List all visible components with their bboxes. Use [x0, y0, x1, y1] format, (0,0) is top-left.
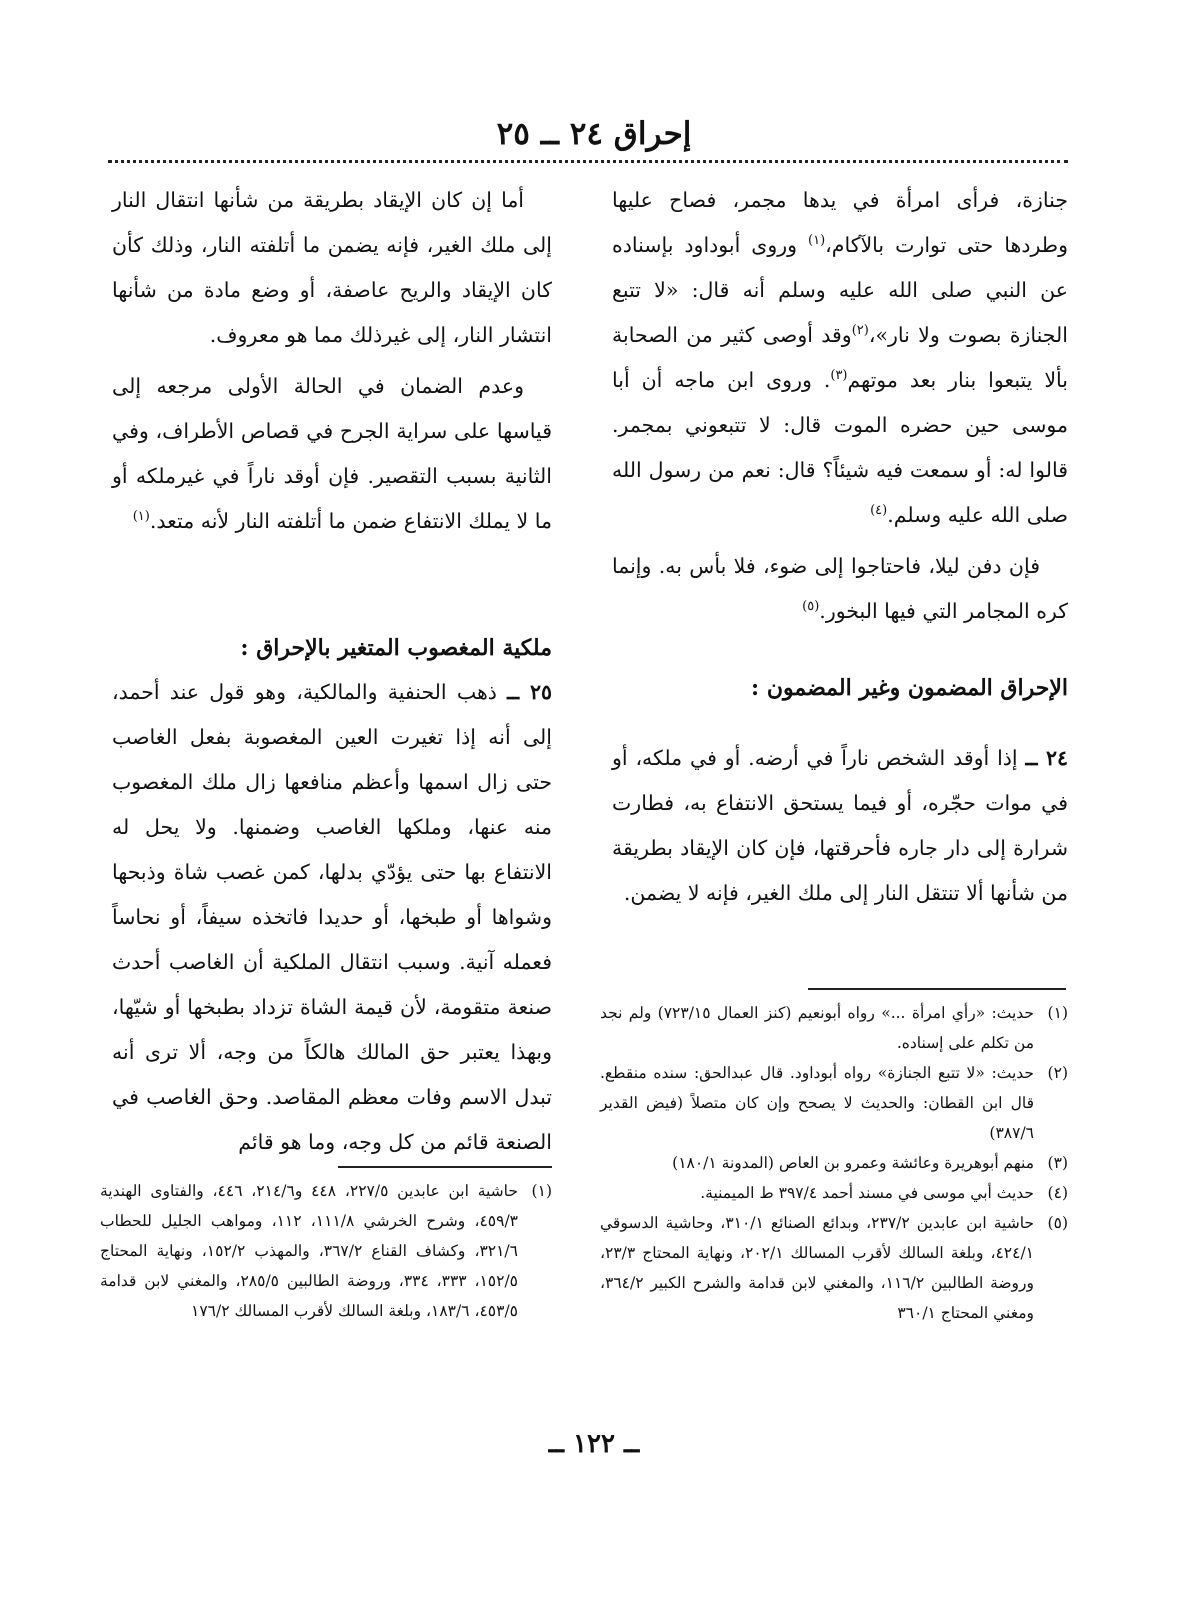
footnote [600, 1058, 1068, 1148]
footnote-text: منهم أبوهريرة وعائشة وعمرو بن العاص (المدونة ١٨٠/١) [672, 1154, 1034, 1172]
section-heading: ملكية المغصوب المتغير بالإحراق : [240, 635, 552, 661]
page-number: ــ ١٢٢ ــ [548, 1429, 640, 1459]
footnote [600, 998, 1068, 1058]
paragraph-text: وعدم الضمان في الحالة الأولى مرجعه إلى قياسها على سراية الجرح في قصاص الأطراف، وفي الثانية بسبب التقصير. فإن أوقد ناراً في غيرملكه أو ما لا يملك الانتفاع ضمن ما أتلفته النار لأنه متعد. [112, 374, 552, 533]
left-column [112, 178, 552, 544]
footnote-mark: (١) [1047, 1004, 1068, 1022]
paragraph-text: وقد أوصى كثير من الصحابة بألا يتبعوا بنار بعد موتهم [612, 323, 1068, 392]
section-heading: الإحراق المضمون وغير المضمون : [751, 675, 1068, 701]
footnote [100, 1176, 552, 1326]
footnote-ref[interactable]: (١) [808, 233, 826, 249]
footnote-text: حاشية ابن عابدين ٢٣٧/٢، وبدائع الصنائع ٣١٠/١، وحاشية الدسوقي ٤٢٤/١، وبلغة السالك لأقرب المسالك ٢٠٢/١، ونهاية المحتاج ٢٣/٣، وروضة الطالبين ١١٦/٢، والمغني لابن قدامة والشرح الكبير ٣٦٤/٢، ومغني المحتاج ٣٦٠/١ [600, 1214, 1035, 1322]
footnote-ref[interactable]: (٣) [830, 368, 848, 384]
paragraph-text: أما إن كان الإيقاد بطريقة من شأنها انتقال النار إلى ملك الغير، فإنه يضمن ما أتلفته النار، وذلك كأن كان الإيقاد والريح عاصفة، أو وضع مادة من شأنها انتشار النار، إلى غيرذلك مما هو معروف. [112, 188, 552, 347]
paragraph [112, 364, 552, 544]
paragraph-text: جنازة، فرأى امرأة في يدها مجمر، فصاح عليها وطردها حتى توارت بالآكام، [612, 188, 1068, 257]
paragraph-text: فإن دفن ليلا، فاحتاجوا إلى ضوء، فلا بأس به. وإنما كره المجامر التي فيها البخور. [612, 554, 1068, 623]
footnote-divider [338, 1166, 552, 1168]
paragraph [112, 178, 552, 358]
footnote-mark: (٣) [1047, 1154, 1068, 1172]
footnote-ref[interactable]: (١) [132, 509, 150, 525]
paragraph-text: . وروى ابن ماجه أن أبا موسى حين حضره الموت قال: لا تتبعوني بمجمر. قالوا له: أو سمعت فيه شيئاً؟ قال: نعم من رسول الله صلى الله عليه وسلم. [612, 368, 1068, 527]
section-25 [112, 670, 552, 1165]
paragraph [112, 670, 552, 1165]
section-number: ٢٥ ــ [507, 680, 552, 704]
header-dotted-rule [108, 160, 1068, 163]
paragraph [612, 736, 1068, 916]
footnote-ref[interactable]: (٥) [802, 599, 820, 615]
footnote-mark: (١) [531, 1182, 552, 1200]
footnote-text: حديث أبي موسى في مسند أحمد ٣٩٧/٤ ط الميمنية. [700, 1184, 1034, 1202]
footnote-text: حديث: «لا تتبع الجنازة» رواه أبوداود. قال عبدالحق: سنده منقطع. قال ابن القطان: والحديث لا يصحح وإن كان متصلاً (فيض القدير ٣٨٧/٦) [600, 1064, 1034, 1142]
paragraph-text: ذهب الحنفية والمالكية، وهو قول عند أحمد، إلى أنه إذا تغيرت العين المغصوبة بفعل الغاصب حتى زال اسمها وأعظم منافعها زال ملك المغصوب منه عنها، وملكها الغاصب وضمنها. ولا يحل له الانتفاع بها حتى يؤدّي بدلها، كمن غصب شاة وذبحها وشواها أو طبخها، أو حديدا فاتخذه سيفاً، أو نحاساً فعمله آنية. وسبب انتقال الملكية أن الغاصب أحدث صنعة متقومة، لأن قيمة الشاة تزداد بطبخها أو شيّها، وبهذا يعتبر حق المالك هالكاً من وجه، ألا ترى أنه تبدل الاسم وفات معظم المقاصد. وحق الغاصب في الصنعة قائم من كل وجه، وما هو قائم [112, 680, 552, 1154]
footnote-text: حاشية ابن عابدين ٢٢٧/٥، ٤٤٨ و٢١٤/٦، ٤٤٦، والفتاوى الهندية ٤٥٩/٣، وشرح الخرشي ١١١/٨، ١١٢، ومواهب الجليل للحطاب ٣٢١/٦، وكشاف القناع ٣٦٧/٢، والمهذب ١٥٢/٢، ونهاية المحتاج ١٥٢/٥، ٣٣٣، ٣٣٤، وروضة الطالبين ٢٨٥/٥، والمغني لابن قدامة ٤٥٣/٥، ١٨٣/٦، وبلغة السالك لأقرب المسالك ١٧٦/٢ [100, 1182, 519, 1320]
page-title: إحراق ٢٤ ــ ٢٥ [496, 116, 692, 152]
footnotes-left [100, 1176, 552, 1326]
footnote-ref[interactable]: (٢) [851, 323, 869, 339]
paragraph-text: إذا أوقد الشخص ناراً في أرضه. أو في ملكه، أو في موات حجّره، أو فيما يستحق الانتفاع به، فطارت شرارة إلى دار جاره فأحرقتها، فإن كان الإيقاد بطريقة من شأنها ألا تنتقل النار إلى ملك الغير، فإنه لا يضمن. [612, 746, 1068, 905]
paragraph [612, 178, 1068, 538]
footnotes-right [600, 998, 1068, 1328]
section-number: ٢٤ ــ [1025, 746, 1068, 770]
footnote-mark: (٢) [1047, 1064, 1068, 1082]
footnote-divider [808, 988, 1066, 990]
paragraph [612, 544, 1068, 634]
right-column [612, 178, 1068, 634]
paragraph-text: وروى أبوداود بإسناده عن النبي صلى الله عليه وسلم أنه قال: «لا تتبع الجنازة بصوت ولا نار»، [612, 233, 1068, 347]
footnote-mark: (٤) [1047, 1184, 1068, 1202]
footnote [600, 1208, 1068, 1328]
footnote-ref[interactable]: (٤) [870, 503, 888, 519]
footnote [600, 1148, 1068, 1178]
section-24 [612, 736, 1068, 916]
footnote-text: حديث: «رأي امرأة ...» رواه أبونعيم (كنز العمال ٧٢٣/١٥) ولم نجد من تكلم على إسناده. [600, 1004, 1034, 1052]
footnote-mark: (٥) [1047, 1214, 1068, 1232]
footnote [600, 1178, 1068, 1208]
